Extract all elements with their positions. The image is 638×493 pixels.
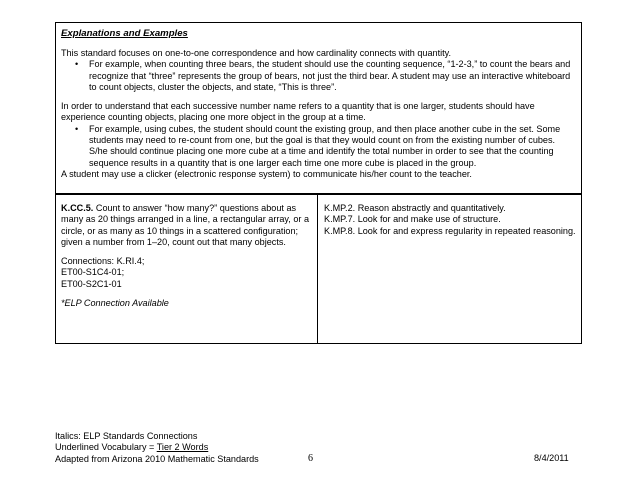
third-paragraph: A student may use a clicker (electronic response system) to communicate his/her count to the teacher. [61,168,472,179]
bullet-text: For example, when counting three bears, the student should use the counting sequence, “1-2-3,” to count the bears and recognize that “three” represents the group of bears, not just the third bear. A student may use an interactive whiteboard to count objects, cluster the objects, and state, “This is three”. [89,59,571,92]
bullet-item [61,59,576,93]
page-footer [55,431,582,465]
elp-note: *ELP Connection Available [61,298,169,309]
bullet-icon: • [75,59,79,70]
standard-description [61,203,312,248]
bullet-text: For example, using cubes, the student should count the existing group, and then place another cube in the set. Some students may need to re-count from one, but the goal is that they would count on from the existing number of cubes. S/he should continue placing one more cube at a time and identify the total number in order to see that the counting sequence results in a quantity that is one larger each time one more cube is placed in the group. [89,123,561,168]
explanations-cell [56,23,581,195]
bullet-icon: • [75,123,79,134]
second-paragraph: In order to understand that each successive number name refers to a quantity that is one larger, students should have experience counting objects, placing one more object in the group at a time. [61,101,535,123]
page-number: 6 [308,453,313,464]
footer-vocabulary-note [55,442,582,453]
connections-line: ET00-S2C1-01 [61,278,122,289]
practice-item: K.MP.8. Look for and express regularity in repeated reasoning. [324,225,576,236]
standards-table [55,22,582,344]
practice-item: K.MP.2. Reason abstractly and quantitatively. [324,203,506,213]
standards-row [56,195,581,343]
footer-vocabulary-prefix: Underlined Vocabulary = [55,442,157,453]
standard-cell [56,195,318,343]
intro-paragraph: This standard focuses on one-to-one correspondence and how cardinality connects with quantity. [61,48,452,58]
explanations-heading: Explanations and Examples [61,28,188,39]
footer-source-note: Adapted from Arizona 2010 Mathematic Standards [55,453,259,464]
footer-italics-note: Italics: ELP Standards Connections [55,431,198,441]
connections-line: Connections: K.RI.4; [61,256,145,267]
footer-tier2-words: Tier 2 Words [156,442,209,453]
bullet-item [61,124,576,169]
connections-line: ET00-S1C4-01; [61,267,125,278]
standard-code: K.CC.5. [61,203,94,213]
footer-date: 8/4/2011 [534,453,569,463]
standard-text: Count to answer “how many?” questions about as many as 20 things arranged in a line, a rectangular array, or a circle, or as many as 10 things in a scattered configuration; given a number from 1–20, count out that many objects. [61,203,310,247]
practice-item: K.MP.7. Look for and make use of structure. [324,214,501,225]
practices-cell [318,195,581,343]
